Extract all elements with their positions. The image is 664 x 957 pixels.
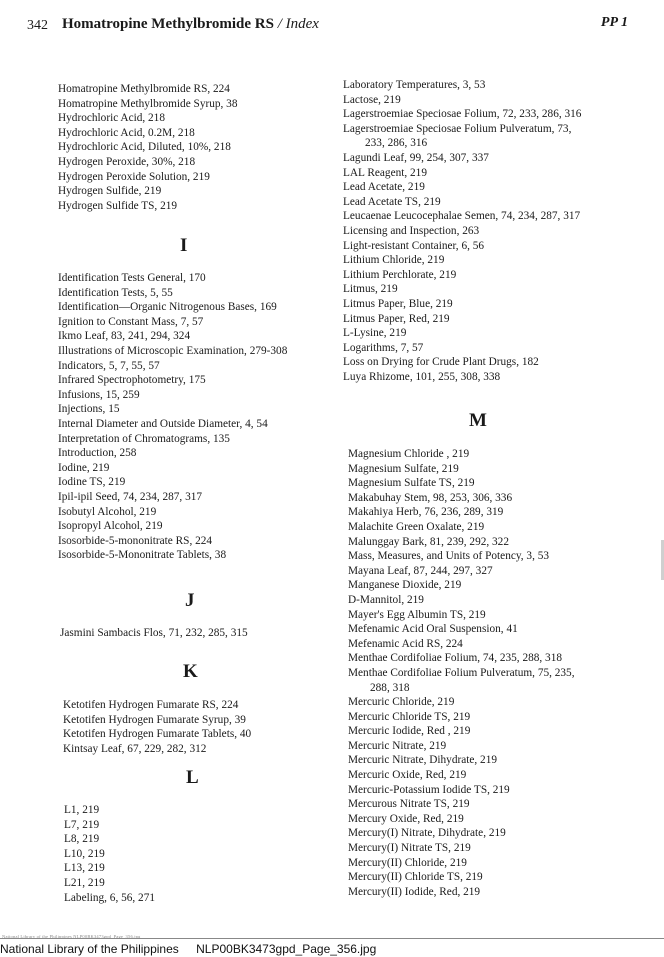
index-entry: Lactose, 219 — [343, 93, 401, 106]
section-k-list — [63, 698, 333, 756]
running-title — [62, 16, 319, 33]
index-entry: L13, 219 — [64, 862, 105, 875]
index-entry: Mercuric Chloride, 219 — [348, 696, 455, 709]
index-entry: Mefenamic Acid Oral Suspension, 41 — [348, 623, 518, 636]
index-entry: Mercury(I) Nitrate TS, 219 — [348, 842, 471, 855]
index-entry: Luya Rhizome, 101, 255, 308, 338 — [343, 370, 501, 383]
index-entry: Makabuhay Stem, 98, 253, 306, 336 — [348, 491, 513, 504]
index-entry: Mercuric Chloride TS, 219 — [348, 710, 471, 723]
index-entry: Hydrochloric Acid, 0.2M, 218 — [58, 126, 195, 139]
index-entry: Introduction, 258 — [58, 447, 137, 460]
index-entry: Mercury Oxide, Red, 219 — [348, 812, 464, 825]
index-entry: Mass, Measures, and Units of Potency, 3, 53 — [348, 550, 550, 563]
section-letter-m: M — [469, 410, 487, 431]
index-entry: Identification—Organic Nitrogenous Bases, 169 — [58, 301, 277, 314]
index-entry: Leucaenae Leucocephalae Semen, 74, 234, 287, 317 — [343, 210, 581, 223]
index-entry: Laboratory Temperatures, 3, 53 — [343, 79, 486, 91]
index-entry: Malachite Green Oxalate, 219 — [348, 520, 485, 533]
index-entry: Lead Acetate, 219 — [343, 181, 425, 194]
index-entry: Mercurous Nitrate TS, 219 — [348, 798, 470, 811]
index-entry: Menthae Cordifoliae Folium Pulveratum, 75, 235, — [348, 666, 575, 679]
index-entry: Loss on Drying for Crude Plant Drugs, 182 — [343, 356, 539, 369]
index-entry: L21, 219 — [64, 876, 105, 889]
section-letter-j: J — [185, 590, 195, 611]
index-entry: LAL Reagent, 219 — [343, 166, 427, 179]
index-entry: Isosorbide-5-Mononitrate Tablets, 38 — [58, 549, 227, 562]
index-entry: Interpretation of Chromatograms, 135 — [58, 432, 230, 445]
footer-filename: NLP00BK3473gpd_Page_356.jpg — [196, 942, 377, 956]
section-i-list — [58, 271, 328, 563]
index-entry: Manganese Dioxide, 219 — [348, 579, 462, 592]
index-entry: Injections, 15 — [58, 403, 120, 416]
index-entry: Mercuric Iodide, Red , 219 — [348, 725, 471, 738]
index-entry: Magnesium Chloride , 219 — [348, 448, 470, 460]
index-entry: Magnesium Sulfate, 219 — [348, 462, 459, 475]
index-entry: Ketotifen Hydrogen Fumarate Syrup, 39 — [63, 713, 246, 726]
page-number: 342 — [27, 18, 48, 33]
index-entry: Ketotifen Hydrogen Fumarate Tablets, 40 — [63, 728, 252, 741]
section-l-right-list — [343, 78, 643, 384]
index-entry: Infrared Spectrophotometry, 175 — [58, 374, 206, 387]
footer-library: National Library of the Philippines — [0, 942, 179, 956]
index-entry: Mefenamic Acid RS, 224 — [348, 637, 463, 650]
section-letter-i: I — [180, 235, 188, 256]
index-entry: L7, 219 — [64, 818, 100, 831]
index-entry: Hydrogen Peroxide Solution, 219 — [58, 170, 210, 183]
index-entry: Lead Acetate TS, 219 — [343, 195, 441, 208]
index-entry: Litmus, 219 — [343, 283, 398, 296]
page-code: PP 1 — [600, 15, 628, 30]
index-entry: Lagerstroemiae Speciosae Folium Pulveratum, 73, — [343, 122, 572, 135]
running-title-text: Homatropine Methylbromide RS — [62, 16, 274, 32]
index-entry: Internal Diameter and Outside Diameter, 4, 54 — [58, 417, 268, 430]
section-l-left-list — [64, 803, 334, 905]
index-entry: Lagundi Leaf, 99, 254, 307, 337 — [343, 151, 489, 164]
index-entry: Mercury(II) Chloride TS, 219 — [348, 871, 483, 884]
index-entry: Homatropine Methylbromide RS, 224 — [58, 83, 230, 95]
section-letter-k: K — [183, 661, 198, 682]
index-entry: Menthae Cordifoliae Folium, 74, 235, 288, 318 — [348, 652, 562, 665]
index-entry: Ipil-ipil Seed, 74, 234, 287, 317 — [58, 490, 203, 503]
index-entry: Mercury(I) Nitrate, Dihydrate, 219 — [348, 827, 506, 840]
index-entry: Hydrochloric Acid, 218 — [58, 112, 165, 125]
section-m-list — [348, 447, 648, 899]
index-entry: Ignition to Constant Mass, 7, 57 — [58, 315, 204, 328]
index-entry: L1, 219 — [64, 804, 100, 816]
index-entry: L-Lysine, 219 — [343, 327, 407, 340]
footer-small-text: National Library of the Philippines NLP00BK3473gpd_Page_356.jpg — [2, 934, 141, 939]
index-entry: Identification Tests, 5, 55 — [58, 286, 173, 299]
index-entry: Malunggay Bark, 81, 239, 292, 322 — [348, 535, 509, 548]
index-entry: Iodine, 219 — [58, 461, 110, 474]
index-entry: Hydrogen Peroxide, 30%, 218 — [58, 155, 196, 168]
running-title-section: / Index — [277, 16, 319, 32]
index-entry: Mayer's Egg Albumin TS, 219 — [348, 608, 486, 621]
index-entry: Identification Tests General, 170 — [58, 272, 206, 284]
index-entry: Isosorbide-5-mononitrate RS, 224 — [58, 534, 213, 547]
index-entry: Mercuric Nitrate, Dihydrate, 219 — [348, 754, 497, 767]
section-j-list — [60, 626, 330, 641]
footer — [0, 942, 390, 956]
index-entry: Licensing and Inspection, 263 — [343, 224, 480, 237]
index-entry: Hydrogen Sulfide, 219 — [58, 185, 162, 198]
index-entry: Litmus Paper, Red, 219 — [343, 312, 450, 325]
index-entry: Ikmo Leaf, 83, 241, 294, 324 — [58, 330, 191, 343]
index-entry: Mercury(II) Iodide, Red, 219 — [348, 885, 481, 898]
left-column — [58, 82, 328, 213]
index-entry: Hydrochloric Acid, Diluted, 10%, 218 — [58, 141, 231, 154]
index-entry: Mercuric Nitrate, 219 — [348, 739, 447, 752]
index-entry: Isobutyl Alcohol, 219 — [58, 505, 157, 518]
section-letter-l: L — [186, 767, 199, 788]
index-entry: Mercury(II) Chloride, 219 — [348, 856, 467, 869]
index-entry: Homatropine Methylbromide Syrup, 38 — [58, 97, 238, 110]
index-entry: Iodine TS, 219 — [58, 476, 126, 489]
index-entry: Mayana Leaf, 87, 244, 297, 327 — [348, 564, 493, 577]
index-entry: Kintsay Leaf, 67, 229, 282, 312 — [63, 742, 207, 755]
index-entry: Magnesium Sulfate TS, 219 — [348, 477, 475, 490]
index-entry: Light-resistant Container, 6, 56 — [343, 239, 485, 252]
index-entry: Infusions, 15, 259 — [58, 388, 140, 401]
index-entry: Hydrogen Sulfide TS, 219 — [58, 199, 178, 212]
index-entry: Mercuric-Potassium Iodide TS, 219 — [348, 783, 510, 796]
index-entry: Indicators, 5, 7, 55, 57 — [58, 359, 160, 372]
index-entry: Labeling, 6, 56, 271 — [64, 891, 155, 904]
index-entry: Lithium Chloride, 219 — [343, 254, 445, 267]
index-entry: Ketotifen Hydrogen Fumarate RS, 224 — [63, 699, 239, 711]
index-entry: L8, 219 — [64, 833, 100, 846]
index-entry: 288, 318 — [370, 681, 410, 694]
index-entry: Lithium Perchlorate, 219 — [343, 268, 457, 281]
index-entry: Jasmini Sambacis Flos, 71, 232, 285, 315 — [60, 627, 248, 639]
list-hydro — [58, 82, 328, 213]
index-entry: L10, 219 — [64, 847, 105, 860]
index-entry: 233, 286, 316 — [365, 137, 428, 150]
index-entry: Logarithms, 7, 57 — [343, 341, 424, 354]
index-entry: Lagerstroemiae Speciosae Folium, 72, 233, 286, 316 — [343, 108, 582, 121]
index-entry: Litmus Paper, Blue, 219 — [343, 297, 453, 310]
index-entry: Isopropyl Alcohol, 219 — [58, 520, 163, 533]
index-entry: D-Mannitol, 219 — [348, 593, 424, 606]
index-entry: Illustrations of Microscopic Examination, 279-308 — [58, 344, 288, 357]
index-entry: Mercuric Oxide, Red, 219 — [348, 769, 467, 782]
index-entry: Makahiya Herb, 76, 236, 289, 319 — [348, 506, 504, 519]
